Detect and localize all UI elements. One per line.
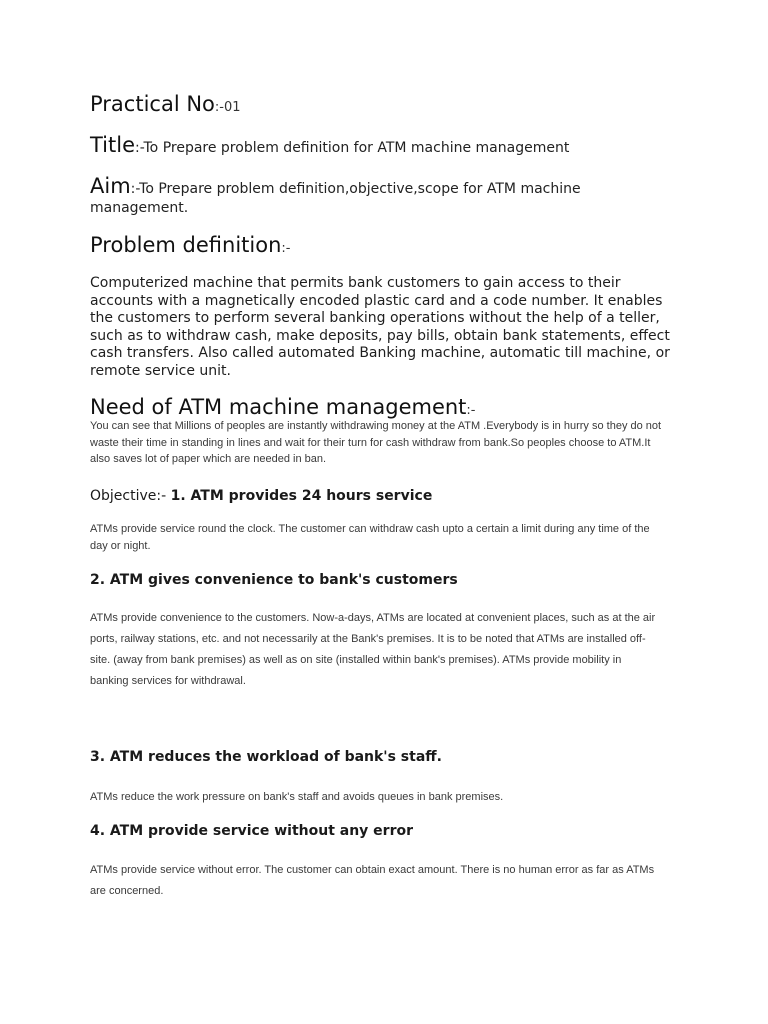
text-line: ATMs provide service without error. The customer can obtain exact amount. There is no human error as far as ATMs — [90, 864, 655, 876]
text-line: are concerned. — [90, 885, 164, 897]
problem-definition-text — [90, 275, 690, 380]
objective-3-text — [90, 789, 678, 806]
aim-text-line-2: management. — [90, 200, 189, 216]
problem-definition-heading — [90, 233, 290, 257]
need-heading — [90, 395, 476, 419]
objective-2-heading: 2. ATM gives convenience to bank's customers — [90, 572, 458, 588]
practical-heading — [90, 92, 241, 116]
text-line: remote service unit. — [90, 362, 231, 379]
aim-label: Aim — [90, 174, 131, 198]
practical-label: Practical No — [90, 92, 215, 116]
objective-2-text — [90, 608, 678, 692]
problem-definition-suffix: :- — [281, 241, 291, 256]
practical-number: :-01 — [214, 100, 241, 115]
objective-4-heading: 4. ATM provide service without any error — [90, 823, 414, 839]
text-line: day or night. — [90, 539, 151, 552]
text-line: cash transfers. Also called automated Banking machine, automatic till machine, or — [90, 345, 670, 361]
objective-4-text — [90, 860, 678, 902]
text-line: Computerized machine that permits bank customers to gain access to their — [90, 275, 621, 291]
text-line: the customers to perform several banking operations without the help of a teller, — [90, 310, 660, 326]
text-line: also saves lot of paper which are needed in ban. — [90, 453, 327, 465]
aim-text-line-1: :-To Prepare problem definition,objective,scope for ATM machine — [130, 181, 581, 197]
aim-block — [90, 174, 690, 216]
title-line — [90, 133, 569, 157]
text-line: ATMs reduce the work pressure on bank's staff and avoids queues in bank premises. — [90, 791, 504, 803]
objective-1-heading — [90, 485, 432, 504]
text-line: ports, railway stations, etc. and not necessarily at the Bank's premises. It is to be noted that ATMs are installed off- — [90, 633, 646, 645]
text-line: waste their time in standing in lines and wait for their turn for cash withdraw from bank.So peoples choose to ATM.It — [90, 436, 651, 449]
text-line: You can see that Millions of peoples are instantly withdrawing money at the ATM .Everybody is in hurry so they do not — [90, 420, 662, 432]
title-text: :-To Prepare problem definition for ATM machine management — [135, 140, 570, 156]
text-line: banking services for withdrawal. — [90, 675, 246, 687]
text-line: ATMs provide convenience to the customers. Now-a-days, ATMs are located at convenient places, such as at the air — [90, 612, 656, 624]
text-line: site. (away from bank premises) as well as on site (installed within bank's premises). ATMs provide mobility in — [90, 654, 622, 666]
text-line: accounts with a magnetically encoded plastic card and a code number. It enables — [90, 292, 663, 309]
need-title: Need of ATM machine management — [90, 395, 467, 419]
text-line: ATMs provide service round the clock. The customer can withdraw cash upto a certain a limit during any time of the — [90, 523, 650, 535]
objective-1-title: 1. ATM provides 24 hours service — [170, 488, 433, 504]
need-suffix: :- — [466, 403, 476, 418]
need-text — [90, 418, 678, 468]
objective-3-heading: 3. ATM reduces the workload of bank's staff. — [90, 749, 442, 765]
objective-1-text — [90, 521, 678, 554]
objective-label: Objective:- — [90, 488, 171, 504]
text-line: such as to withdraw cash, make deposits, pay bills, obtain bank statements, effect — [90, 327, 670, 344]
title-label: Title — [90, 133, 136, 157]
problem-definition-title: Problem definition — [90, 233, 282, 257]
